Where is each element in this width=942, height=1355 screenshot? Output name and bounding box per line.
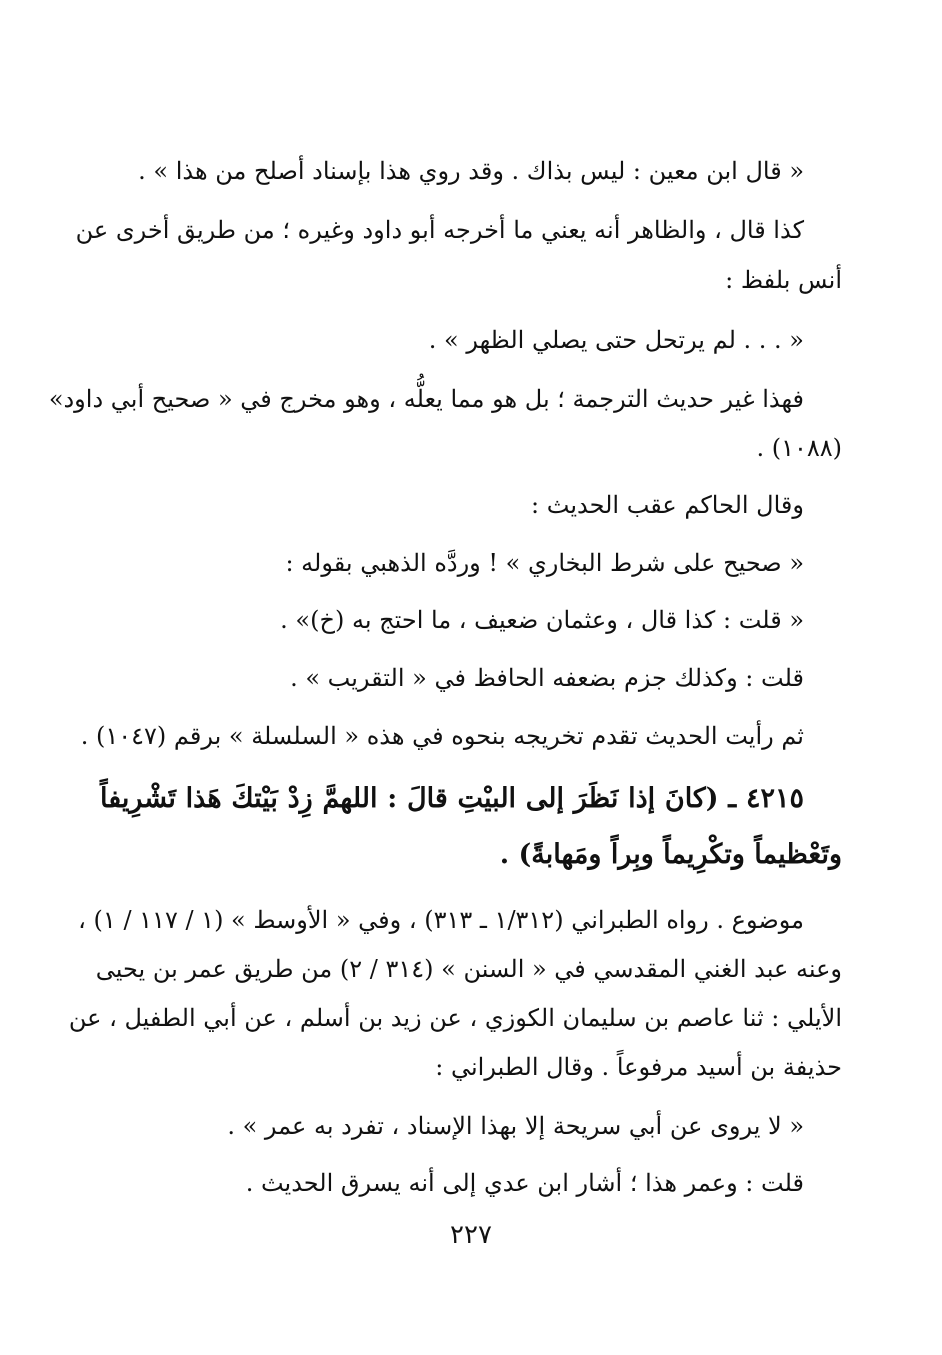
- text-line: « لا يروى عن أبي سريحة إلا بهذا الإسناد ، تفرد به عمر » .: [227, 1112, 804, 1140]
- text-line: فهذا غير حديث الترجمة ؛ بل هو مما يعلُّه ، وهو مخرج في « صحيح أبي داود»: [48, 385, 804, 413]
- text-line: (١٠٨٨) .: [756, 434, 842, 462]
- text-line: كذا قال ، والظاهر أنه يعني ما أخرجه أبو داود وغيره ؛ من طريق أخرى عن: [75, 216, 804, 244]
- text-line: « صحيح على شرط البخاري » ! وردَّه الذهبي بقوله :: [285, 549, 804, 577]
- text-line: قلت : وعمر هذا ؛ أشار ابن عدي إلى أنه يسرق الحديث .: [245, 1169, 804, 1197]
- text-line: ثم رأيت الحديث تقدم تخريجه بنحوه في هذه « السلسلة » برقم (١٠٤٧) .: [80, 722, 804, 750]
- hadith-heading: ٤٢١٥ ـ (كانَ إذا نَظَرَ إلى البيْتِ قالَ : اللهمَّ زِدْ بَيْتكَ هَذا تَشْرِيفاً: [100, 783, 804, 814]
- text-line: « قلت : كذا قال ، وعثمان ضعيف ، ما احتج به (خ)» .: [280, 606, 804, 634]
- text-line: وعنه عبد الغني المقدسي في « السنن » (٣١٤ / ٢) من طريق عمر بن يحيى: [95, 955, 842, 983]
- text-line: أنس بلفظ :: [725, 266, 842, 294]
- text-line: « . . . لم يرتحل حتى يصلي الظهر » .: [428, 326, 804, 354]
- text-line: قلت : وكذلك جزم بضعفه الحافظ في « التقريب » .: [290, 664, 804, 692]
- hadith-heading: وتَعْظيماً وتكْرِيماً وبِراً ومَهابةً) .: [499, 839, 842, 870]
- text-line: الأيلي : ثنا عاصم بن سليمان الكوزي ، عن زيد بن أسلم ، عن أبي الطفيل ، عن: [68, 1004, 842, 1032]
- text-line: « قال ابن معين : ليس بذاك . وقد روي هذا بإسناد أصلح من هذا » .: [138, 157, 804, 185]
- text-line: موضوع . رواه الطبراني (١/٣١٢ ـ ٣١٣) ، وفي « الأوسط » (١ / ١١٧ / ١) ،: [78, 906, 804, 934]
- text-line: وقال الحاكم عقب الحديث :: [531, 491, 804, 519]
- text-line: حذيفة بن أسيد مرفوعاً . وقال الطبراني :: [435, 1053, 842, 1081]
- page-number: ٢٢٧: [450, 1220, 492, 1250]
